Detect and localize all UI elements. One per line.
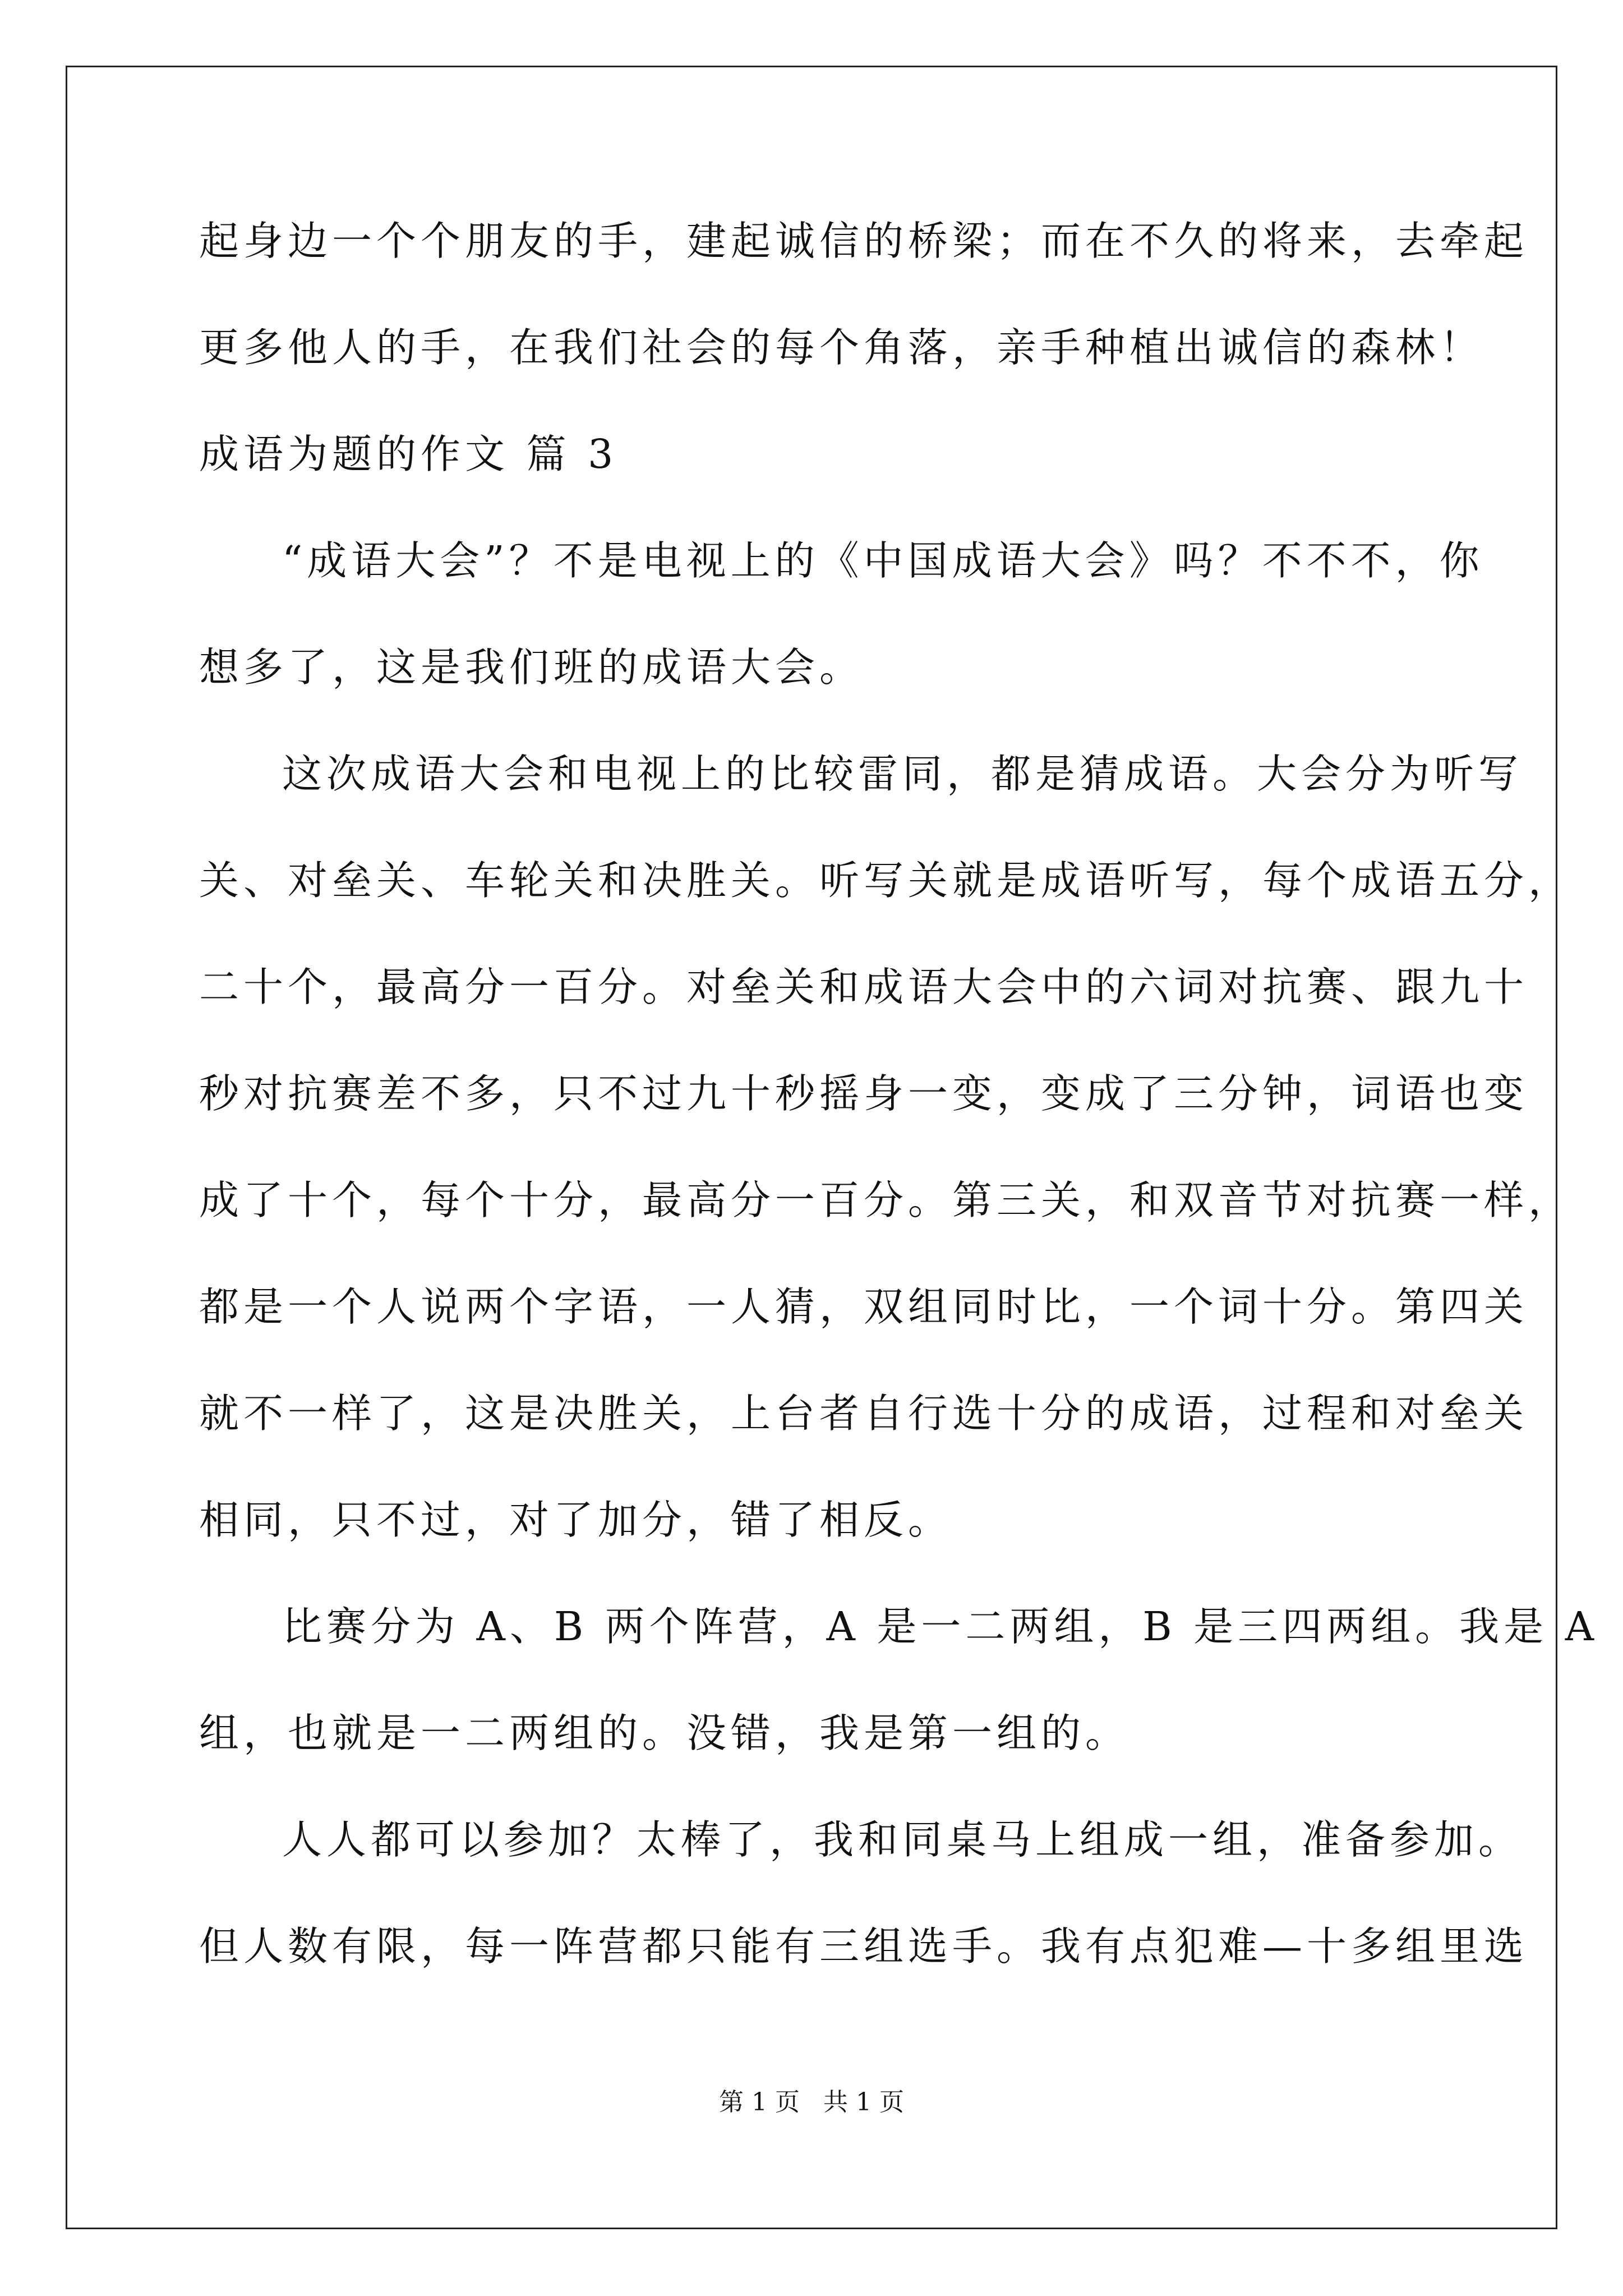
paragraph-start-line: 比赛分为 A、B 两个阵营，A 是一二两组，B 是三四两组。我是 A (282, 1603, 1599, 1650)
text-line: 但人数有限，每一阵营都只能有三组选手。我有点犯难—十多组里选 (199, 1923, 1529, 1970)
page-number-footer: 第 1 页 共 1 页 (719, 2088, 904, 2116)
text-line: 二十个，最高分一百分。对垒关和成语大会中的六词对抗赛、跟九十 (199, 964, 1529, 1010)
text-line: 起身边一个个朋友的手，建起诚信的桥梁；而在不久的将来，去牵起 (199, 218, 1529, 264)
paragraph-start-line: 这次成语大会和电视上的比较雷同，都是猜成语。大会分为听写 (282, 751, 1523, 797)
section-heading: 成语为题的作文 篇 3 (199, 431, 618, 477)
text-line: 组，也就是一二两组的。没错，我是第一组的。 (199, 1710, 1130, 1756)
text-line: 相同，只不过，对了加分，错了相反。 (199, 1497, 953, 1543)
text-line: 就不一样了，这是决胜关，上台者自行选十分的成语，过程和对垒关 (199, 1390, 1529, 1437)
text-line: 秒对抗赛差不多，只不过九十秒摇身一变，变成了三分钟，词语也变 (199, 1070, 1529, 1117)
text-line: 关、对垒关、车轮关和决胜关。听写关就是成语听写，每个成语五分， (199, 857, 1573, 904)
text-line: 更多他人的手，在我们社会的每个角落，亲手种植出诚信的森林！ (199, 324, 1484, 371)
paragraph-start-line: 人人都可以参加？太棒了，我和同桌马上组成一组，准备参加。 (282, 1816, 1523, 1863)
page-border (66, 66, 1557, 2229)
text-line: 成了十个，每个十分，最高分一百分。第三关，和双音节对抗赛一样， (199, 1177, 1573, 1223)
text-line: 想多了，这是我们班的成语大会。 (199, 644, 864, 691)
paragraph-start-line: “成语大会”？不是电视上的《中国成语大会》吗？不不不，你 (282, 537, 1484, 584)
text-line: 都是一个人说两个字语，一人猜，双组同时比，一个词十分。第四关 (199, 1283, 1529, 1330)
